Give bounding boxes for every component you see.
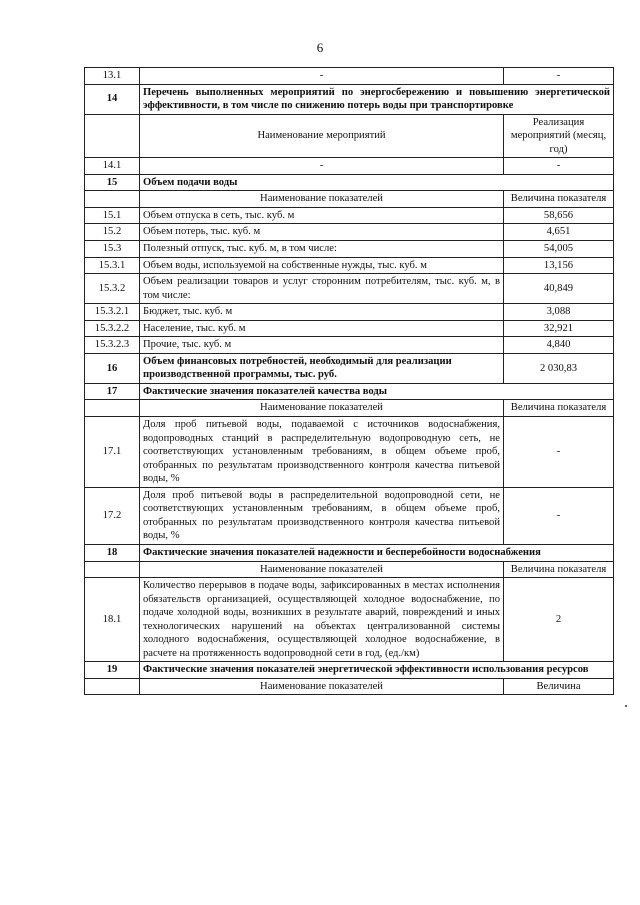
row-value: 3,088 [504, 304, 614, 321]
section-row [85, 353, 614, 383]
page-number: 6 [316, 40, 324, 55]
row-number [85, 191, 140, 208]
column-header-value: Величина показателя [504, 191, 614, 208]
row-value: 13,156 [504, 257, 614, 274]
row-description: Объем потерь, тыс. куб. м [140, 224, 504, 241]
row-description: Объем подачи воды [140, 174, 614, 191]
column-header-name: Наименование мероприятий [140, 114, 504, 158]
section-row [85, 662, 614, 679]
row-number: 14 [85, 84, 140, 114]
row-number: 15 [85, 174, 140, 191]
row-number [85, 678, 140, 695]
row-value: - [504, 487, 614, 544]
row-description: Прочие, тыс. куб. м [140, 337, 504, 354]
row-number: 18 [85, 544, 140, 561]
table-header-row [85, 400, 614, 417]
row-description: Бюджет, тыс. куб. м [140, 304, 504, 321]
indicators-table [84, 67, 614, 695]
table-row [85, 578, 614, 662]
row-number [85, 400, 140, 417]
table-row [85, 257, 614, 274]
row-description: Население, тыс. куб. м [140, 320, 504, 337]
row-description: Фактические значения показателей энергетической эффективности использования ресурсов [140, 662, 614, 679]
row-description: Объем реализации товаров и услуг сторонним потребителям, тыс. куб. м, в том числе: [140, 274, 504, 304]
table-row [85, 487, 614, 544]
row-description: - [140, 158, 504, 175]
row-value: - [504, 158, 614, 175]
row-description: Объем отпуска в сеть, тыс. куб. м [140, 207, 504, 224]
table-row [85, 304, 614, 321]
column-header-name: Наименование показателей [140, 400, 504, 417]
row-number: 17 [85, 383, 140, 400]
row-number: 15.3 [85, 241, 140, 258]
row-value: 4,840 [504, 337, 614, 354]
row-number: 17.1 [85, 417, 140, 488]
row-value: 2 030,83 [504, 353, 614, 383]
row-value: 4,651 [504, 224, 614, 241]
table-row [85, 337, 614, 354]
column-header-value: Реализация мероприятий (месяц, год) [504, 114, 614, 158]
column-header-value: Величина показателя [504, 400, 614, 417]
section-row [85, 544, 614, 561]
column-header-name: Наименование показателей [140, 678, 504, 695]
row-number: 15.3.2.2 [85, 320, 140, 337]
scan-speck [625, 705, 627, 707]
row-number [85, 114, 140, 158]
table-row [85, 320, 614, 337]
table-row [85, 158, 614, 175]
row-number: 15.3.2.3 [85, 337, 140, 354]
row-number: 17.2 [85, 487, 140, 544]
row-number [85, 561, 140, 578]
section-row [85, 174, 614, 191]
section-row [85, 383, 614, 400]
row-number: 15.3.2.1 [85, 304, 140, 321]
row-description: Объем воды, используемой на собственные нужды, тыс. куб. м [140, 257, 504, 274]
table-row [85, 417, 614, 488]
row-number: 18.1 [85, 578, 140, 662]
row-number: 15.3.2 [85, 274, 140, 304]
row-number: 16 [85, 353, 140, 383]
row-value: 32,921 [504, 320, 614, 337]
table-header-row [85, 114, 614, 158]
row-number: 19 [85, 662, 140, 679]
row-description: Доля проб питьевой воды в распределительной водопроводной сети, не соответствующих установленным требованиям, в общем объеме проб, отобранных по результатам производственного контроля качества питьевой воды, % [140, 487, 504, 544]
column-header-value: Величина [504, 678, 614, 695]
column-header-name: Наименование показателей [140, 561, 504, 578]
row-description: Количество перерывов в подаче воды, зафиксированных в местах исполнения обязательств организацией, осуществляющей холодное водоснабжение, по подаче холодной воды, возникших в результате аварий, повреждений и иных технологических нарушений на объектах централизованной системы холодного водоснабжения, осуществляющей холодное водоснабжение, в расчете на протяженность водопроводной сети в год, (ед./км) [140, 578, 504, 662]
row-number: 15.2 [85, 224, 140, 241]
row-value: 58,656 [504, 207, 614, 224]
table-row [85, 241, 614, 258]
row-description: Фактические значения показателей качества воды [140, 383, 614, 400]
column-header-name: Наименование показателей [140, 191, 504, 208]
row-number: 15.3.1 [85, 257, 140, 274]
table-header-row [85, 678, 614, 695]
row-number: 15.1 [85, 207, 140, 224]
row-value: - [504, 68, 614, 85]
table-row [85, 224, 614, 241]
table-row [85, 207, 614, 224]
section-row [85, 84, 614, 114]
table-row [85, 274, 614, 304]
table-row [85, 68, 614, 85]
row-description: - [140, 68, 504, 85]
row-description: Доля проб питьевой воды, подаваемой с источников водоснабжения, водопроводных станций в распределительную водопроводную сеть, не соответствующих установленным требованиям, в общем объеме проб, отобранных по результатам производственного контроля качества питьевой воды, % [140, 417, 504, 488]
table-header-row [85, 561, 614, 578]
row-description: Перечень выполненных мероприятий по энергосбережению и повышению энергетической эффективности, в том числе по снижению потерь воды при транспортировке [140, 84, 614, 114]
column-header-value: Величина показателя [504, 561, 614, 578]
row-number: 13.1 [85, 68, 140, 85]
row-description: Полезный отпуск, тыс. куб. м, в том числе: [140, 241, 504, 258]
row-value: 54,005 [504, 241, 614, 258]
row-value: 40,849 [504, 274, 614, 304]
table-header-row [85, 191, 614, 208]
row-value: - [504, 417, 614, 488]
row-description: Объем финансовых потребностей, необходимый для реализации производственной программы, тыс. руб. [140, 353, 504, 383]
row-value: 2 [504, 578, 614, 662]
row-description: Фактические значения показателей надежности и бесперебойности водоснабжения [140, 544, 614, 561]
row-number: 14.1 [85, 158, 140, 175]
